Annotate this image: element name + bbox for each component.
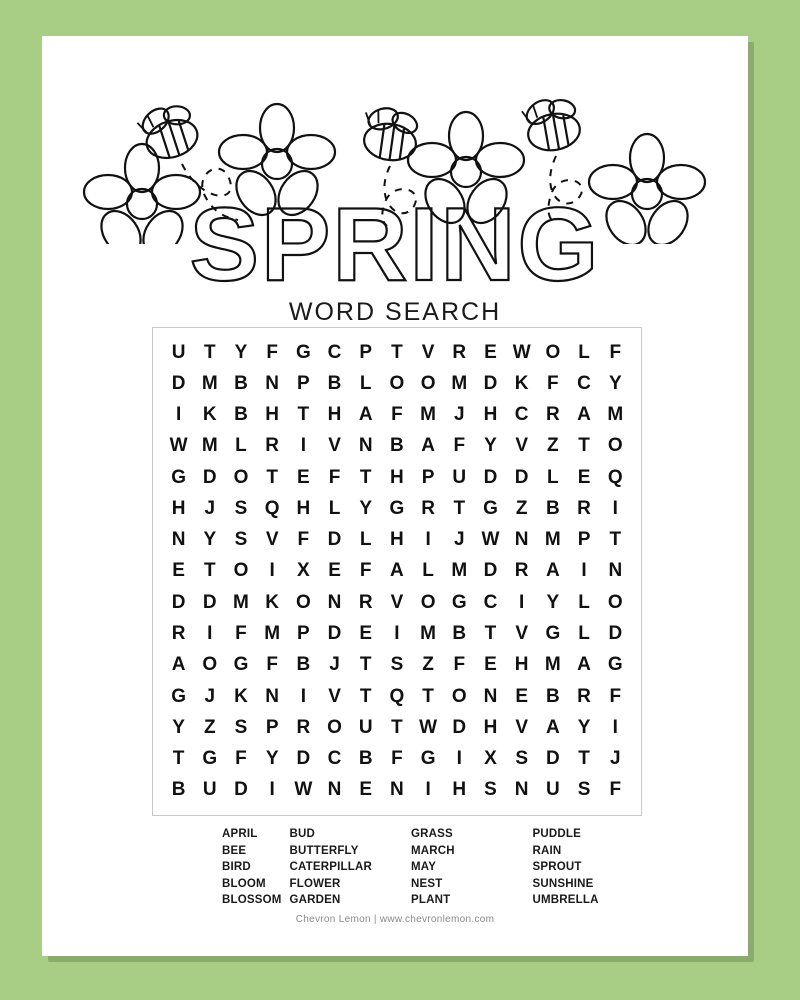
word-list-item[interactable]: MAY: [411, 861, 437, 873]
letter-cell[interactable]: T: [203, 560, 216, 582]
letter-cell[interactable]: I: [175, 404, 182, 426]
letter-cell[interactable]: N: [514, 779, 529, 801]
letter-cell[interactable]: M: [264, 623, 281, 645]
letter-cell[interactable]: W: [419, 716, 438, 738]
letter-cell[interactable]: V: [515, 435, 528, 457]
letter-cell[interactable]: T: [266, 466, 278, 488]
letter-cell[interactable]: Y: [234, 341, 248, 363]
letter-cell[interactable]: W: [169, 435, 188, 457]
letter-cell[interactable]: P: [359, 341, 373, 363]
letter-cell[interactable]: V: [328, 685, 341, 707]
letter-cell[interactable]: T: [391, 341, 403, 363]
letter-cell[interactable]: K: [514, 372, 529, 394]
letter-cell[interactable]: I: [612, 497, 618, 519]
letter-row: [163, 493, 631, 524]
letter-cell[interactable]: N: [358, 435, 373, 457]
letter-cell[interactable]: B: [296, 654, 311, 676]
letter-cell[interactable]: T: [359, 466, 372, 488]
letter-cell[interactable]: C: [577, 372, 591, 394]
letter-cell[interactable]: Z: [547, 435, 559, 457]
bee-icon: [360, 101, 422, 164]
letter-cell[interactable]: A: [358, 404, 373, 426]
letter-cell[interactable]: E: [484, 341, 497, 363]
letter-cell[interactable]: I: [394, 623, 400, 645]
letter-cell[interactable]: U: [358, 716, 373, 738]
letter-cell[interactable]: O: [420, 591, 436, 613]
letter-cell[interactable]: I: [425, 529, 431, 551]
letter-cell[interactable]: N: [514, 529, 529, 551]
letter-cell[interactable]: J: [204, 497, 216, 519]
word-list-item[interactable]: BUTTERFLY: [289, 844, 359, 857]
letter-row: [163, 525, 631, 556]
letter-row: [163, 431, 631, 462]
title-text: SPRING: [189, 196, 601, 301]
letter-cell[interactable]: Z: [422, 654, 434, 676]
letter-cell[interactable]: E: [484, 654, 497, 676]
letter-cell[interactable]: S: [234, 529, 248, 551]
letter-cell[interactable]: O: [545, 341, 561, 363]
letter-cell[interactable]: H: [514, 654, 529, 676]
letter-cell[interactable]: S: [484, 779, 497, 801]
word-list-column: [154, 826, 282, 909]
letter-cell[interactable]: F: [359, 560, 372, 582]
letter-cell[interactable]: Y: [484, 435, 497, 457]
letter-cell[interactable]: G: [171, 466, 186, 488]
letter-row: [163, 650, 631, 681]
worksheet-page: [42, 36, 748, 956]
letter-cell[interactable]: I: [269, 779, 275, 801]
letter-cell[interactable]: S: [234, 716, 248, 738]
letter-cell[interactable]: Y: [608, 372, 622, 394]
letter-cell[interactable]: F: [453, 435, 466, 457]
letter-cell[interactable]: T: [578, 748, 590, 770]
letter-cell[interactable]: N: [390, 779, 404, 801]
letter-cell[interactable]: G: [545, 623, 561, 645]
letter-cell[interactable]: A: [545, 716, 560, 738]
letter-cell[interactable]: A: [171, 654, 186, 676]
letter-row: [163, 400, 631, 431]
letter-cell[interactable]: T: [359, 654, 372, 676]
letter-cell[interactable]: G: [451, 591, 467, 613]
letter-cell[interactable]: F: [391, 404, 403, 426]
letter-cell[interactable]: E: [359, 623, 373, 645]
word-list-item[interactable]: SPROUT: [532, 861, 582, 873]
letter-cell[interactable]: V: [515, 623, 528, 645]
letter-cell[interactable]: S: [577, 779, 591, 801]
letter-cell[interactable]: H: [296, 497, 311, 519]
letter-cell[interactable]: R: [358, 591, 373, 613]
letter-cell[interactable]: F: [609, 341, 622, 363]
letter-cell[interactable]: T: [484, 623, 497, 645]
letter-cell[interactable]: T: [297, 404, 310, 426]
letter-cell[interactable]: U: [202, 779, 217, 801]
letter-cell[interactable]: M: [420, 623, 436, 645]
letter-cell[interactable]: B: [234, 372, 248, 394]
letter-cell[interactable]: O: [451, 685, 467, 707]
letter-cell[interactable]: C: [327, 341, 342, 363]
letter-cell[interactable]: W: [512, 341, 531, 363]
letter-cell[interactable]: K: [234, 685, 248, 707]
letter-cell[interactable]: R: [265, 435, 280, 457]
word-list-item[interactable]: APRIL: [222, 828, 258, 840]
letter-cell[interactable]: O: [295, 591, 311, 613]
letter-cell[interactable]: F: [453, 654, 466, 676]
word-list-item[interactable]: BUD: [289, 828, 316, 840]
letter-cell[interactable]: O: [607, 435, 623, 457]
letter-cell[interactable]: B: [358, 748, 373, 770]
letter-cell[interactable]: Y: [172, 716, 185, 738]
page-subtitle: WORD SEARCH: [288, 298, 502, 326]
letter-rows: [163, 337, 631, 806]
letter-cell[interactable]: T: [203, 341, 216, 363]
letter-cell[interactable]: J: [204, 685, 216, 707]
letter-cell[interactable]: O: [202, 654, 218, 676]
letter-cell[interactable]: I: [300, 685, 306, 707]
letter-cell[interactable]: F: [235, 623, 247, 645]
letter-cell[interactable]: B: [171, 779, 186, 801]
letter-cell[interactable]: N: [327, 779, 342, 801]
letter-cell[interactable]: F: [297, 529, 310, 551]
letter-cell[interactable]: N: [265, 685, 280, 707]
letter-cell[interactable]: N: [265, 372, 280, 394]
letter-cell[interactable]: U: [545, 779, 560, 801]
word-list-item[interactable]: FLOWER: [289, 877, 341, 890]
letter-cell[interactable]: E: [172, 560, 185, 582]
letter-cell[interactable]: V: [328, 435, 341, 457]
letter-cell[interactable]: D: [296, 748, 311, 770]
letter-cell[interactable]: M: [233, 591, 249, 613]
letter-cell[interactable]: E: [577, 466, 591, 488]
word-list-item[interactable]: PUDDLE: [532, 828, 581, 840]
title-outline: [115, 196, 675, 301]
letter-cell[interactable]: R: [577, 685, 591, 707]
letter-cell[interactable]: D: [452, 716, 467, 738]
letter-cell[interactable]: R: [421, 497, 435, 519]
letter-cell[interactable]: Q: [389, 685, 405, 707]
letter-cell[interactable]: V: [515, 716, 528, 738]
letter-cell[interactable]: S: [515, 748, 528, 770]
letter-cell[interactable]: T: [391, 716, 403, 738]
letter-table: [163, 337, 631, 806]
letter-cell[interactable]: I: [456, 748, 462, 770]
letter-row: [163, 712, 631, 743]
letter-cell[interactable]: D: [171, 591, 186, 613]
letter-cell[interactable]: J: [453, 404, 465, 426]
letter-cell[interactable]: W: [481, 529, 500, 551]
letter-cell[interactable]: V: [421, 341, 435, 363]
letter-cell[interactable]: M: [544, 529, 561, 551]
letter-cell[interactable]: B: [390, 435, 404, 457]
letter-cell[interactable]: G: [389, 497, 405, 519]
letter-row: [163, 681, 631, 712]
word-list: [154, 826, 640, 909]
letter-cell[interactable]: L: [578, 591, 590, 613]
letter-cell[interactable]: D: [514, 466, 529, 488]
letter-cell[interactable]: M: [607, 404, 624, 426]
letter-cell[interactable]: Y: [359, 497, 373, 519]
word-list-column: [519, 826, 641, 909]
letter-cell[interactable]: L: [359, 529, 372, 551]
word-list-item[interactable]: GARDEN: [289, 894, 341, 906]
letter-cell[interactable]: M: [544, 654, 561, 676]
letter-cell[interactable]: O: [327, 716, 342, 738]
letter-cell[interactable]: L: [328, 497, 341, 519]
letter-cell[interactable]: Y: [265, 748, 279, 770]
letter-cell[interactable]: L: [359, 372, 372, 394]
letter-cell[interactable]: U: [171, 341, 186, 363]
letter-cell[interactable]: Q: [607, 466, 623, 488]
letter-cell[interactable]: P: [297, 623, 310, 645]
word-list-item[interactable]: PLANT: [411, 894, 451, 906]
letter-cell[interactable]: I: [519, 591, 525, 613]
letter-cell[interactable]: N: [171, 529, 186, 551]
letter-cell[interactable]: D: [327, 623, 342, 645]
letter-cell[interactable]: B: [545, 497, 560, 519]
word-list-item[interactable]: CATERPILLAR: [289, 861, 372, 873]
letter-cell[interactable]: E: [297, 466, 310, 488]
letter-row: [163, 462, 631, 493]
letter-cell[interactable]: H: [483, 716, 498, 738]
letter-cell[interactable]: Z: [203, 716, 216, 738]
page-title: [42, 196, 748, 301]
letter-cell[interactable]: B: [327, 372, 342, 394]
letter-cell[interactable]: M: [451, 560, 468, 582]
word-list-item[interactable]: BLOOM: [222, 877, 266, 890]
letter-row: [163, 587, 631, 618]
bee-icon: [520, 90, 584, 154]
letter-cell[interactable]: A: [545, 560, 560, 582]
word-list-item[interactable]: UMBRELLA: [532, 894, 599, 906]
letter-cell[interactable]: X: [484, 748, 497, 770]
letter-cell[interactable]: R: [296, 716, 311, 738]
letter-cell[interactable]: G: [420, 748, 436, 770]
letter-cell[interactable]: H: [265, 404, 280, 426]
letter-cell[interactable]: F: [235, 748, 247, 770]
letter-cell[interactable]: B: [452, 623, 467, 645]
letter-cell[interactable]: D: [202, 591, 217, 613]
letter-row: [163, 743, 631, 774]
letter-cell[interactable]: M: [420, 404, 436, 426]
letter-cell[interactable]: S: [390, 654, 404, 676]
letter-cell[interactable]: O: [233, 560, 249, 582]
letter-cell[interactable]: L: [578, 623, 590, 645]
letter-cell[interactable]: T: [578, 435, 590, 457]
word-list-item[interactable]: GRASS: [411, 828, 453, 840]
letter-cell[interactable]: H: [171, 497, 186, 519]
word-search-grid: [152, 327, 642, 816]
letter-cell[interactable]: Y: [203, 529, 217, 551]
letter-cell[interactable]: I: [269, 560, 275, 582]
letter-cell[interactable]: F: [266, 341, 278, 363]
letter-cell[interactable]: P: [265, 716, 279, 738]
footer-credit: Chevron Lemon | www.chevronlemon.com: [295, 914, 495, 925]
letter-cell[interactable]: T: [359, 685, 372, 707]
letter-cell[interactable]: S: [234, 497, 248, 519]
letter-row: [163, 556, 631, 587]
letter-cell[interactable]: Y: [546, 591, 560, 613]
letter-cell[interactable]: F: [609, 685, 622, 707]
letter-cell[interactable]: A: [390, 560, 404, 582]
letter-cell[interactable]: I: [300, 435, 306, 457]
letter-row: [163, 337, 631, 368]
letter-cell[interactable]: D: [234, 779, 248, 801]
letter-cell[interactable]: H: [327, 404, 342, 426]
letter-cell[interactable]: R: [514, 560, 529, 582]
letter-cell[interactable]: T: [609, 529, 622, 551]
letter-cell[interactable]: M: [451, 372, 468, 394]
letter-cell[interactable]: L: [422, 560, 434, 582]
letter-cell[interactable]: M: [201, 435, 218, 457]
letter-cell[interactable]: A: [421, 435, 435, 457]
letter-cell[interactable]: O: [233, 466, 249, 488]
letter-cell[interactable]: D: [202, 466, 217, 488]
letter-cell[interactable]: C: [327, 748, 342, 770]
letter-cell[interactable]: G: [171, 685, 186, 707]
letter-cell[interactable]: R: [452, 341, 467, 363]
letter-cell[interactable]: P: [577, 529, 591, 551]
letter-cell[interactable]: R: [545, 404, 560, 426]
letter-cell[interactable]: J: [610, 748, 621, 770]
letter-cell[interactable]: P: [421, 466, 435, 488]
letter-cell[interactable]: G: [202, 748, 218, 770]
letter-cell[interactable]: O: [420, 372, 436, 394]
letter-row: [163, 368, 631, 399]
letter-cell[interactable]: D: [483, 560, 498, 582]
word-list-item[interactable]: BIRD: [222, 861, 251, 873]
letter-cell[interactable]: T: [172, 748, 185, 770]
letter-cell[interactable]: J: [453, 529, 465, 551]
word-list-column: [276, 826, 398, 909]
letter-cell[interactable]: I: [612, 716, 618, 738]
letter-cell[interactable]: N: [327, 591, 342, 613]
letter-cell[interactable]: V: [390, 591, 404, 613]
word-list-item[interactable]: SUNSHINE: [532, 877, 594, 890]
letter-cell[interactable]: D: [171, 372, 186, 394]
letter-cell[interactable]: E: [359, 779, 373, 801]
letter-cell[interactable]: N: [608, 560, 623, 582]
word-list-column: [397, 826, 519, 909]
letter-cell[interactable]: D: [608, 623, 623, 645]
letter-cell[interactable]: K: [202, 404, 217, 426]
letter-cell[interactable]: B: [234, 404, 248, 426]
letter-cell[interactable]: N: [483, 685, 498, 707]
letter-row: [163, 775, 631, 806]
letter-cell[interactable]: F: [266, 654, 278, 676]
letter-cell[interactable]: T: [453, 497, 466, 519]
letter-cell[interactable]: E: [328, 560, 341, 582]
letter-cell[interactable]: E: [515, 685, 528, 707]
letter-cell[interactable]: L: [235, 435, 247, 457]
letter-cell[interactable]: J: [329, 654, 340, 676]
word-list-item[interactable]: BEE: [222, 844, 247, 857]
letter-cell[interactable]: G: [607, 654, 623, 676]
letter-cell[interactable]: U: [452, 466, 467, 488]
letter-cell[interactable]: I: [425, 779, 431, 801]
letter-cell[interactable]: W: [294, 779, 313, 801]
letter-cell[interactable]: H: [483, 404, 498, 426]
bee-icon: [134, 95, 204, 165]
letter-cell[interactable]: O: [389, 372, 405, 394]
letter-cell[interactable]: D: [483, 466, 498, 488]
letter-cell[interactable]: C: [483, 591, 498, 613]
letter-cell[interactable]: D: [483, 372, 498, 394]
letter-cell[interactable]: F: [391, 748, 403, 770]
letter-cell[interactable]: L: [547, 466, 559, 488]
letter-cell[interactable]: O: [607, 591, 623, 613]
letter-cell[interactable]: D: [545, 748, 560, 770]
letter-cell[interactable]: Y: [577, 716, 591, 738]
word-list-item[interactable]: MARCH: [411, 844, 455, 857]
letter-cell[interactable]: A: [577, 654, 591, 676]
letter-cell[interactable]: Z: [515, 497, 528, 519]
letter-cell[interactable]: G: [233, 654, 249, 676]
letter-cell[interactable]: P: [297, 372, 310, 394]
letter-cell[interactable]: M: [201, 372, 218, 394]
letter-cell[interactable]: H: [390, 529, 404, 551]
letter-cell[interactable]: T: [422, 685, 434, 707]
letter-cell[interactable]: F: [609, 779, 622, 801]
letter-cell[interactable]: D: [327, 529, 342, 551]
letter-cell[interactable]: Q: [264, 497, 280, 519]
letter-row: [163, 618, 631, 649]
letter-cell[interactable]: V: [265, 529, 279, 551]
letter-cell[interactable]: H: [452, 779, 467, 801]
letter-cell[interactable]: B: [545, 685, 560, 707]
letter-cell[interactable]: G: [483, 497, 498, 519]
letter-cell[interactable]: I: [581, 560, 587, 582]
letter-cell[interactable]: F: [328, 466, 341, 488]
letter-cell[interactable]: I: [207, 623, 213, 645]
letter-cell[interactable]: X: [297, 560, 310, 582]
word-list-item[interactable]: RAIN: [532, 844, 562, 857]
letter-cell[interactable]: G: [295, 341, 311, 363]
word-list-item[interactable]: NEST: [411, 877, 443, 890]
letter-cell[interactable]: K: [265, 591, 280, 613]
letter-cell[interactable]: C: [514, 404, 529, 426]
letter-cell[interactable]: L: [578, 341, 590, 363]
word-list-item[interactable]: BLOSSOM: [222, 894, 282, 906]
letter-cell[interactable]: R: [171, 623, 186, 645]
letter-cell[interactable]: H: [390, 466, 404, 488]
letter-cell[interactable]: R: [577, 497, 591, 519]
letter-cell[interactable]: F: [547, 372, 559, 394]
letter-cell[interactable]: A: [577, 404, 591, 426]
